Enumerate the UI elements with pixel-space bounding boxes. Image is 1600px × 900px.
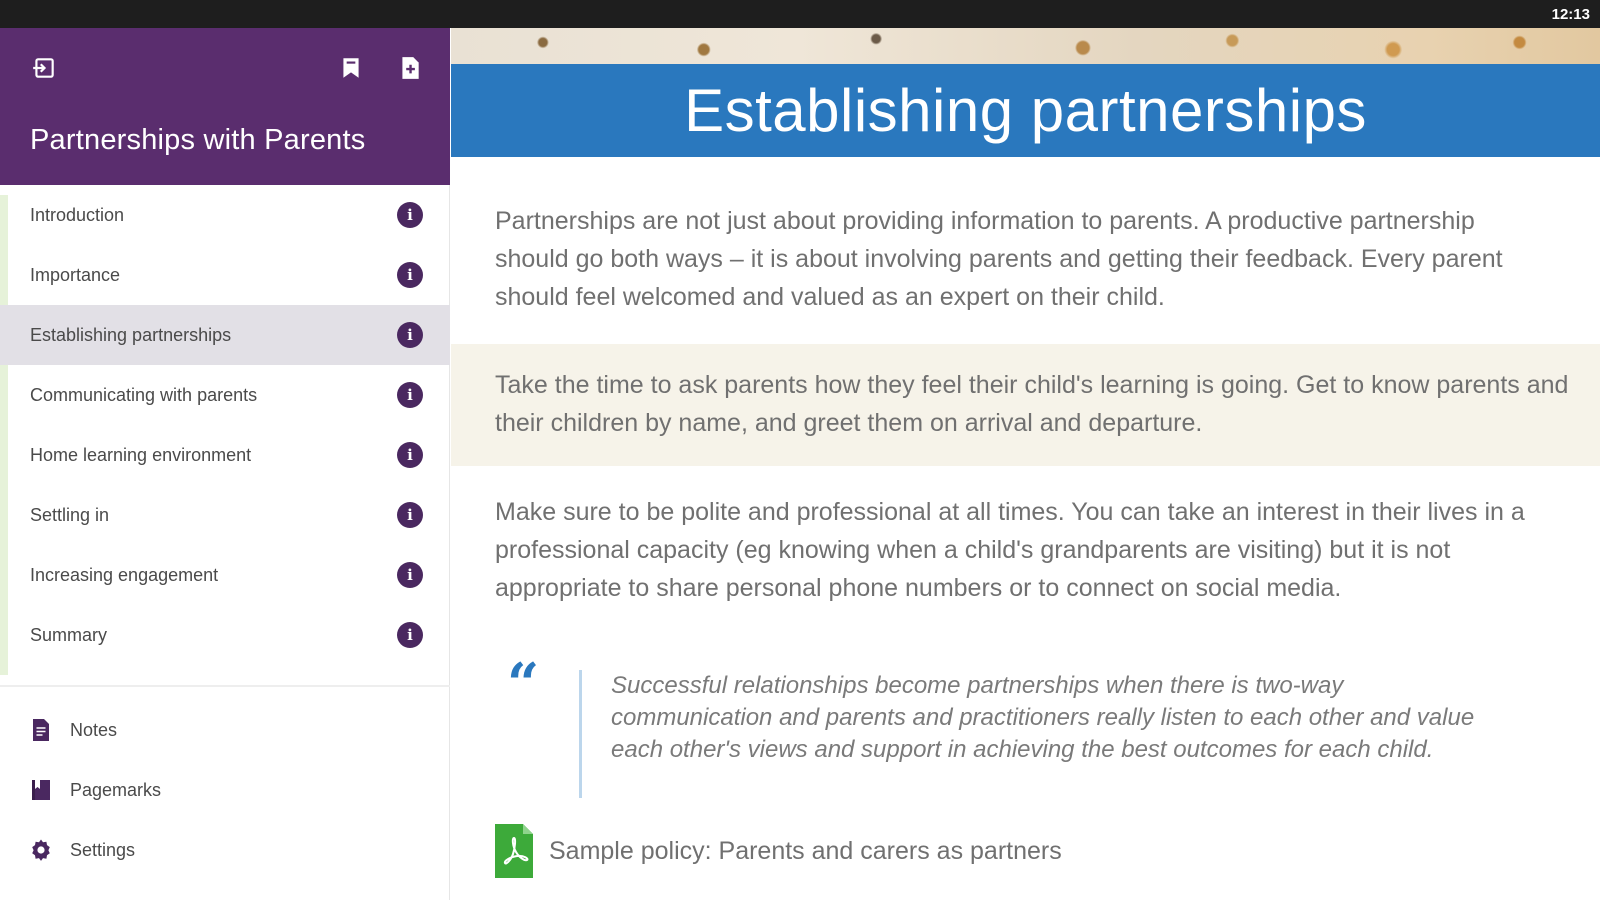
gear-icon xyxy=(28,837,54,863)
chapter-item-summary[interactable] xyxy=(0,605,450,665)
pagemarks-icon xyxy=(28,777,54,803)
info-icon[interactable]: i xyxy=(397,442,423,468)
status-bar xyxy=(0,0,1600,28)
chapter-item-settling-in[interactable] xyxy=(0,485,450,545)
chapter-item-establishing-partnerships[interactable] xyxy=(0,305,450,365)
sidebar-header xyxy=(0,28,450,185)
chapter-label: Importance xyxy=(30,264,121,285)
sidebar xyxy=(0,28,450,900)
intro-paragraph: Partnerships are not just about providing information to parents. A productive partnership should go both ways – it is about involving parents and getting their feedback. Every parent should feel welcomed and valued as an expert on their child. xyxy=(495,207,1503,311)
chapter-item-introduction[interactable] xyxy=(0,185,450,245)
info-icon[interactable]: i xyxy=(397,202,423,228)
chapter-item-home-learning-environment[interactable] xyxy=(0,425,450,485)
app-title: Partnerships with Parents xyxy=(30,124,366,156)
quote-text: Successful relationships become partnerships when there is two-way communication and parents and practitioners really listen to each other and value each other's views and support in achieving the best outcomes for each child. xyxy=(611,672,1475,763)
info-icon[interactable]: i xyxy=(397,382,423,408)
pdf-icon xyxy=(495,824,533,878)
bookmark-icon[interactable] xyxy=(337,54,365,82)
exit-icon[interactable] xyxy=(30,54,58,82)
chapter-label: Settling in xyxy=(30,504,110,525)
chapter-item-importance[interactable] xyxy=(0,245,450,305)
info-icon[interactable]: i xyxy=(397,502,423,528)
chapter-label: Summary xyxy=(30,624,108,645)
menu-label: Pagemarks xyxy=(70,779,162,800)
info-icon[interactable]: i xyxy=(397,262,423,288)
menu-item-pagemarks[interactable] xyxy=(0,760,450,820)
menu-label: Settings xyxy=(70,839,136,860)
info-icon[interactable]: i xyxy=(397,622,423,648)
bottom-menu xyxy=(0,700,450,880)
sidebar-divider xyxy=(0,685,450,687)
chapter-list xyxy=(0,185,450,665)
chapter-label: Increasing engagement xyxy=(30,564,219,585)
title-bar xyxy=(451,64,1600,157)
status-time: 12:13 xyxy=(1551,6,1590,23)
chapter-label: Home learning environment xyxy=(30,444,252,465)
notes-icon xyxy=(28,717,54,743)
chapter-label: Communicating with parents xyxy=(30,384,258,405)
page-title: Establishing partnerships xyxy=(684,77,1367,144)
quote-mark-icon: “ xyxy=(507,651,540,717)
chapter-label: Establishing partnerships xyxy=(30,324,232,345)
quote-divider xyxy=(579,670,582,798)
info-icon[interactable]: i xyxy=(397,562,423,588)
add-page-icon[interactable] xyxy=(396,54,424,82)
info-icon[interactable]: i xyxy=(397,322,423,348)
menu-label: Notes xyxy=(70,719,118,740)
menu-item-settings[interactable] xyxy=(0,820,450,880)
pdf-attachment-link[interactable] xyxy=(495,823,1062,879)
menu-item-notes[interactable] xyxy=(0,700,450,760)
banner-image xyxy=(451,28,1600,64)
highlight-text: Take the time to ask parents how they feel their child's learning is going. Get to know parents and their children by name, and greet them on arrival and departure. xyxy=(495,371,1569,437)
main-content xyxy=(451,28,1600,900)
pdf-label: Sample policy: Parents and carers as partners xyxy=(549,836,1062,865)
chapter-label: Introduction xyxy=(30,204,125,225)
chapter-item-increasing-engagement[interactable] xyxy=(0,545,450,605)
chapter-item-communicating-with-parents[interactable] xyxy=(0,365,450,425)
body-paragraph: Make sure to be polite and professional at all times. You can take an interest in their lives in a professional capacity (eg knowing when a child's grandparents are visiting) but it is not appropriate to share personal phone numbers or to connect on social media. xyxy=(495,498,1525,602)
